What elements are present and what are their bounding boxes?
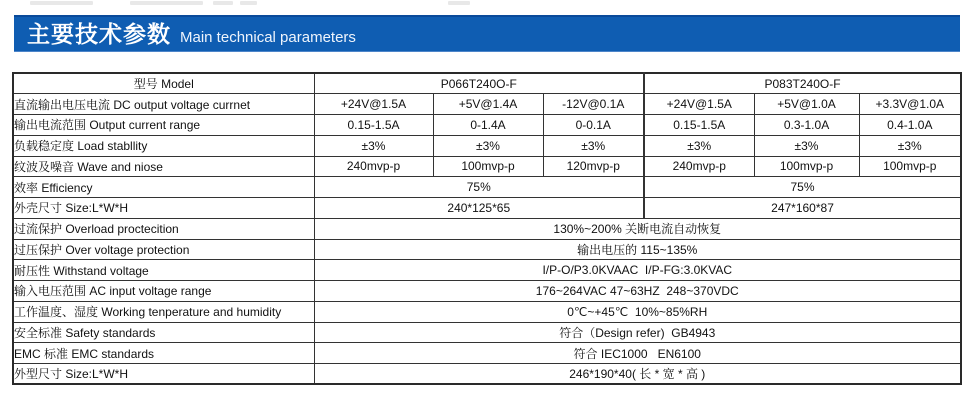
row-label: 输出电流范围 Output current range — [13, 115, 314, 136]
table-row-input-voltage-range — [13, 281, 961, 302]
value-cell: +24V@1.5A — [314, 94, 433, 115]
value-cell: 75% — [644, 177, 961, 198]
value-cell: 240mvp-p — [644, 156, 754, 177]
value-cell: 0.15-1.5A — [644, 115, 754, 136]
cropped-text-remnant — [130, 1, 203, 5]
table-row-current-range — [13, 115, 961, 136]
row-label: 过流保护 Overload proctecition — [13, 218, 314, 239]
model-name-cell: P083T240O-F — [644, 73, 961, 94]
table-row-emc-standards — [13, 343, 961, 364]
value-cell: 符合 IEC1000 EN6100 — [314, 343, 961, 364]
row-label: 纹波及噪音 Wave and niose — [13, 156, 314, 177]
value-cell: +5V@1.4A — [433, 94, 543, 115]
table-row-efficiency — [13, 177, 961, 198]
table-row-overvoltage-protection — [13, 239, 961, 260]
value-cell: 100mvp-p — [433, 156, 543, 177]
value-cell: 75% — [314, 177, 644, 198]
value-cell: 247*160*87 — [644, 198, 961, 219]
table-row-safety-standards — [13, 322, 961, 343]
value-cell: ±3% — [433, 135, 543, 156]
row-label: 型号 Model — [13, 73, 314, 94]
row-label: 输入电压范围 AC input voltage range — [13, 281, 314, 302]
value-cell: 120mvp-p — [543, 156, 644, 177]
value-cell: +5V@1.0A — [754, 94, 859, 115]
value-cell: 0.4-1.0A — [859, 115, 961, 136]
value-cell: 输出电压的 115~135% — [314, 239, 961, 260]
value-cell: 符合（Design refer) GB4943 — [314, 322, 961, 343]
value-cell: -12V@0.1A — [543, 94, 644, 115]
model-name-cell: P066T240O-F — [314, 73, 644, 94]
table-row-ripple-noise — [13, 156, 961, 177]
value-cell: ±3% — [644, 135, 754, 156]
cropped-text-remnant — [448, 1, 470, 5]
value-cell: ±3% — [754, 135, 859, 156]
row-label: EMC 标准 EMC standards — [13, 343, 314, 364]
row-label: 负载稳定度 Load stabllity — [13, 135, 314, 156]
row-label: 耐压性 Withstand voltage — [13, 260, 314, 281]
value-cell: 0-0.1A — [543, 115, 644, 136]
value-cell: ±3% — [543, 135, 644, 156]
row-label: 效率 Efficiency — [13, 177, 314, 198]
value-cell: 176~264VAC 47~63HZ 248~370VDC — [314, 281, 961, 302]
value-cell: 246*190*40( 长 * 宽 * 高 ) — [314, 364, 961, 385]
table-row-model — [13, 73, 961, 94]
section-title-english: Main technical parameters — [180, 29, 356, 46]
row-label: 外壳尺寸 Size:L*W*H — [13, 198, 314, 219]
table-row-working-temp-humidity — [13, 301, 961, 322]
section-header-bar — [14, 15, 960, 52]
value-cell: 0℃~+45℃ 10%~85%RH — [314, 301, 961, 322]
row-label: 工作温度、湿度 Working tenperature and humidity — [13, 301, 314, 322]
value-cell: 0.3-1.0A — [754, 115, 859, 136]
table-row-dc-output — [13, 94, 961, 115]
row-label: 安全标准 Safety standards — [13, 322, 314, 343]
value-cell: 240mvp-p — [314, 156, 433, 177]
value-cell: 0-1.4A — [433, 115, 543, 136]
value-cell: ±3% — [314, 135, 433, 156]
value-cell: 240*125*65 — [314, 198, 644, 219]
value-cell: ±3% — [859, 135, 961, 156]
row-label: 直流输出电压电流 DC output voltage currnet — [13, 94, 314, 115]
table-row-case-size — [13, 198, 961, 219]
value-cell: 130%~200% 关断电流自动恢复 — [314, 218, 961, 239]
value-cell: 100mvp-p — [859, 156, 961, 177]
value-cell: +3.3V@1.0A — [859, 94, 961, 115]
spec-table — [12, 72, 962, 385]
value-cell: 0.15-1.5A — [314, 115, 433, 136]
row-label: 外型尺寸 Size:L*W*H — [13, 364, 314, 385]
table-row-outline-size — [13, 364, 961, 385]
row-label: 过压保护 Over voltage protection — [13, 239, 314, 260]
table-row-withstand-voltage — [13, 260, 961, 281]
cropped-text-remnant — [240, 1, 257, 5]
cropped-text-remnant — [213, 1, 233, 5]
value-cell: +24V@1.5A — [644, 94, 754, 115]
value-cell: I/P-O/P3.0KVAAC I/P-FG:3.0KVAC — [314, 260, 961, 281]
value-cell: 100mvp-p — [754, 156, 859, 177]
section-title-chinese: 主要技术参数 — [27, 21, 171, 47]
table-row-overload-protection — [13, 218, 961, 239]
table-row-load-stability — [13, 135, 961, 156]
cropped-text-remnant — [30, 1, 93, 5]
